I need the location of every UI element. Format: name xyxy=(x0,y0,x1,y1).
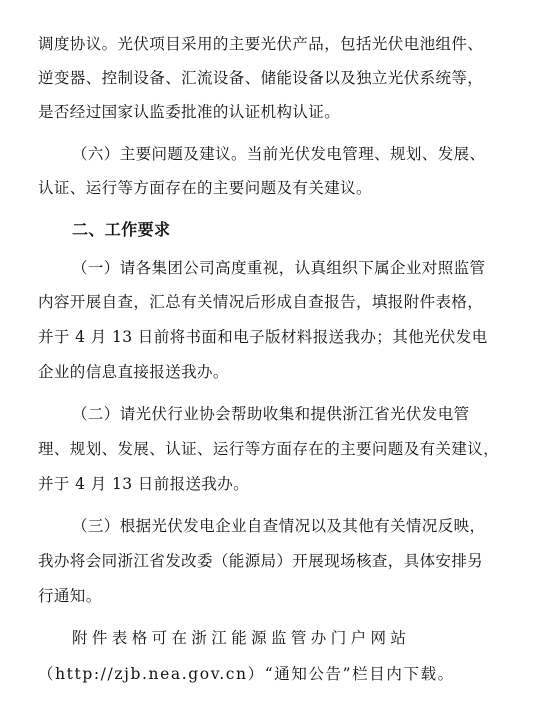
paragraph-line: （三）根据光伏发电企业自查情况以及其他有关情况反映， xyxy=(72,517,486,535)
paragraph-line: 是否经过国家认监委批准的认证机构认证。 xyxy=(38,103,341,121)
paragraph-line: （二）请光伏行业协会帮助收集和提供浙江省光伏发电管 xyxy=(72,405,470,423)
paragraph-line: 内容开展自查，汇总有关情况后形成自查报告，填报附件表格， xyxy=(38,293,484,311)
paragraph-line: 理、规划、发展、认证、运行等方面存在的主要问题及有关建议， xyxy=(38,440,500,458)
paragraph-line: 企业的信息直接报送我办。 xyxy=(38,363,229,381)
paragraph-line: 并于 4 月 13 日前将书面和电子版材料报送我办；其他光伏发电 xyxy=(38,328,488,346)
paragraph-line: 附件表格可在浙江能源监管办门户网站 xyxy=(72,629,411,647)
paragraph-line: （http://zjb.nea.gov.cn）“通知公告”栏目内下载。 xyxy=(38,665,455,683)
paragraph-line: 并于 4 月 13 日前报送我办。 xyxy=(38,475,250,493)
paragraph-line: （一）请各集团公司高度重视，认真组织下属企业对照监管 xyxy=(72,259,486,277)
paragraph-line: （六）主要问题及建议。当前光伏发电管理、规划、发展、 xyxy=(72,145,486,163)
paragraph-line: 逆变器、控制设备、汇流设备、储能设备以及独立光伏系统等， xyxy=(38,69,484,87)
paragraph-line: 行通知。 xyxy=(38,587,102,605)
section-heading: 二、工作要求 xyxy=(72,220,171,239)
paragraph-line: 我办将会同浙江省发改委（能源局）开展现场核查，具体安排另 xyxy=(38,552,484,570)
paragraph-line: 调度协议。光伏项目采用的主要光伏产品，包括光伏电池组件、 xyxy=(38,35,484,53)
paragraph-line: 认证、运行等方面存在的主要问题及有关建议。 xyxy=(38,179,372,197)
